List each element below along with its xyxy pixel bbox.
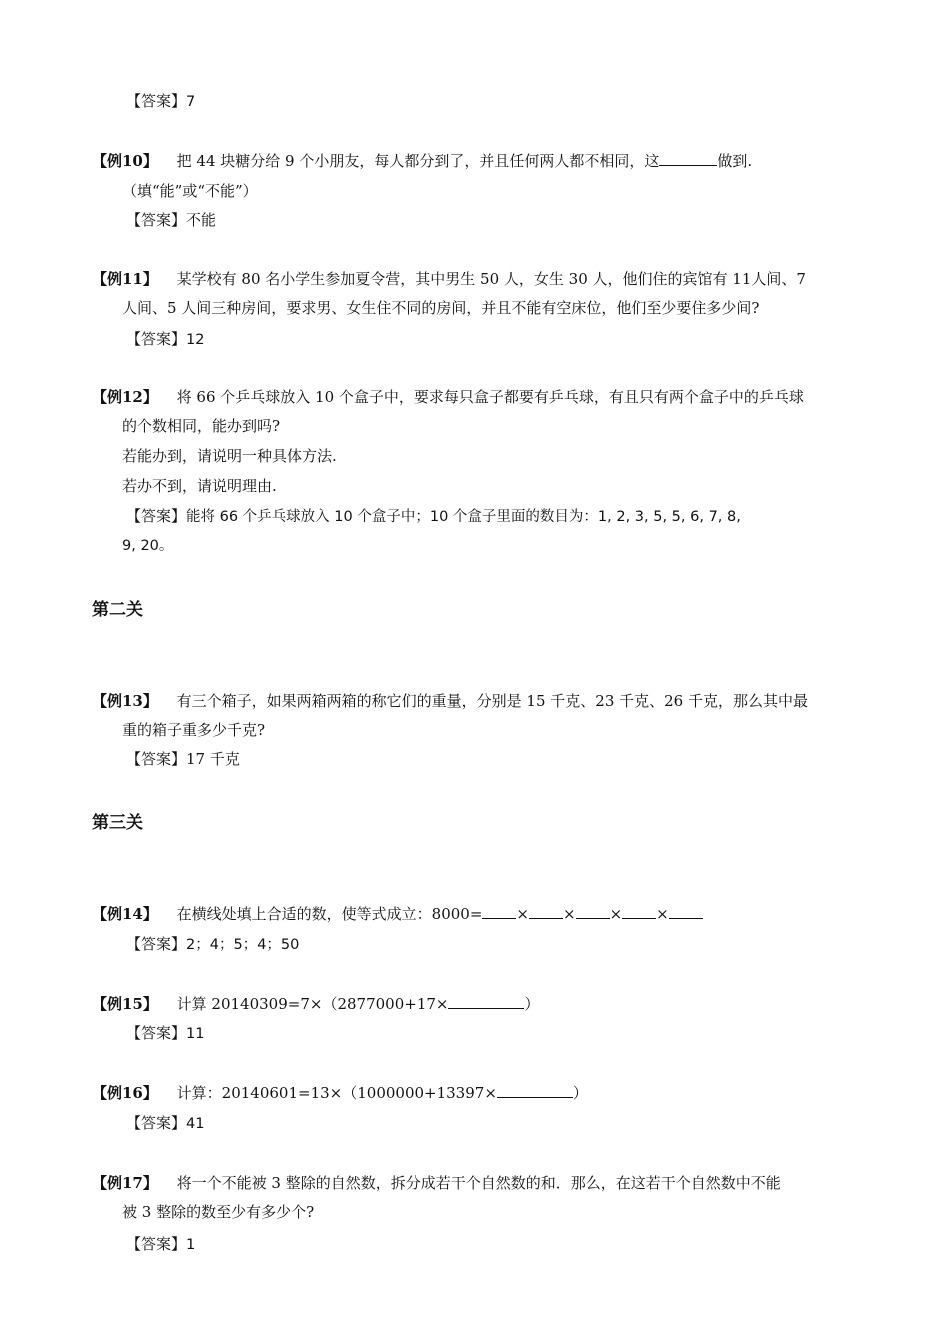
example-17 (92, 1172, 781, 1194)
example-10-note: （填“能”或“不能”） (122, 182, 258, 200)
answer-value: 12 (186, 332, 205, 348)
answer-10 (126, 209, 216, 231)
fill-blank[interactable] (448, 994, 524, 1009)
answer-value: 2；4；5；4；50 (186, 937, 300, 953)
example-text: 计算 20140309=7×（2877000+17× (176, 995, 449, 1013)
answer-value: 7 (186, 94, 196, 110)
example-16 (92, 1082, 588, 1104)
example-label: 【例10】 (92, 152, 158, 170)
answer-16 (126, 1112, 204, 1135)
times-sign: × (656, 905, 669, 923)
answer-12-line2: 9, 20。 (122, 538, 174, 554)
answer-11 (126, 328, 204, 351)
example-11-line2: 人间、5 人间三种房间，要求男、女生住不同的房间，并且不能有空床位，他们至少要住多少间? (122, 299, 760, 317)
example-label: 【例16】 (92, 1084, 158, 1102)
example-text: 某学校有 80 名小学生参加夏令营，其中男生 50 人，女生 30 人，他们住的宾馆有 11人间、7 (176, 270, 806, 288)
example-label: 【例11】 (92, 270, 158, 288)
example-11 (92, 268, 806, 290)
times-sign: × (516, 905, 529, 923)
answer-value: 不能 (186, 211, 217, 229)
fill-blank-2[interactable] (529, 904, 563, 919)
example-10 (92, 150, 752, 172)
answer-9 (126, 90, 195, 113)
fill-blank-5[interactable] (669, 904, 703, 919)
answer-value: 11 (186, 1026, 205, 1042)
answer-value: 41 (186, 1116, 205, 1132)
times-sign: × (562, 905, 576, 923)
answer-label: 【答案】 (126, 330, 187, 348)
example-label: 【例14】 (92, 905, 158, 923)
answer-value: 17 千克 (186, 750, 240, 768)
example-text: 有三个箱子，如果两箱两箱的称它们的重量，分别是 15 千克、23 千克、26 千克，那么其中最 (176, 692, 808, 710)
example-text-end: ） (572, 1084, 588, 1102)
example-label: 【例12】 (92, 388, 158, 406)
example-label: 【例13】 (92, 692, 158, 710)
answer-label: 【答案】 (126, 507, 187, 525)
fill-blank-4[interactable] (622, 904, 656, 919)
fill-blank[interactable] (497, 1083, 573, 1098)
example-text: 将 66 个乒乓球放入 10 个盒子中，要求每只盒子都要有乒乓球，有且只有两个盒子中的乒乓球 (176, 388, 804, 406)
example-text-end: 做到. (717, 152, 753, 170)
example-text: 将一个不能被 3 整除的自然数，拆分成若干个自然数的和．那么，在这若干个自然数中不能 (176, 1174, 781, 1192)
answer-label: 【答案】 (126, 750, 187, 768)
answer-value: 能将 66 个乒乓球放入 10 个盒子中；10 个盒子里面的数目为：1, 2, 3, 5, 5, 6, 7, 8, (186, 509, 741, 525)
answer-label: 【答案】 (126, 1114, 187, 1132)
section-heading: 第二关 (92, 600, 143, 620)
answer-label: 【答案】 (126, 1024, 187, 1042)
fill-blank-3[interactable] (576, 904, 610, 919)
answer-15 (126, 1022, 204, 1045)
example-12-line4: 若办不到，请说明理由. (122, 477, 277, 495)
example-text: 把 44 块糖分给 9 个小朋友，每人都分到了，并且任何两人都不相同，这 (176, 152, 660, 170)
answer-17 (126, 1233, 195, 1256)
fill-blank-1[interactable] (482, 904, 516, 919)
example-17-line2: 被 3 整除的数至少有多少个? (122, 1203, 315, 1221)
example-12 (92, 386, 804, 408)
answer-12 (126, 505, 741, 528)
example-text: 在横线处填上合适的数，使等式成立：8000= (176, 905, 483, 923)
example-13-line2: 重的箱子重多少千克? (122, 721, 266, 739)
section-heading: 第三关 (92, 813, 143, 833)
answer-label: 【答案】 (126, 211, 187, 229)
answer-13 (126, 748, 240, 770)
example-text: 计算：20140601=13×（1000000+13397× (176, 1084, 497, 1102)
fill-blank[interactable] (659, 151, 717, 166)
answer-value: 1 (186, 1237, 196, 1253)
answer-label: 【答案】 (126, 92, 187, 110)
answer-label: 【答案】 (126, 1235, 187, 1253)
example-13 (92, 690, 808, 712)
example-12-line3: 若能办到，请说明一种具体方法. (122, 447, 337, 465)
example-14 (92, 903, 703, 925)
answer-label: 【答案】 (126, 935, 187, 953)
example-label: 【例15】 (92, 995, 158, 1013)
answer-14 (126, 933, 299, 956)
example-label: 【例17】 (92, 1174, 158, 1192)
example-12-line2: 的个数相同，能办到吗? (122, 417, 281, 435)
times-sign: × (609, 905, 623, 923)
example-text-end: ） (524, 995, 540, 1013)
example-15 (92, 993, 540, 1015)
